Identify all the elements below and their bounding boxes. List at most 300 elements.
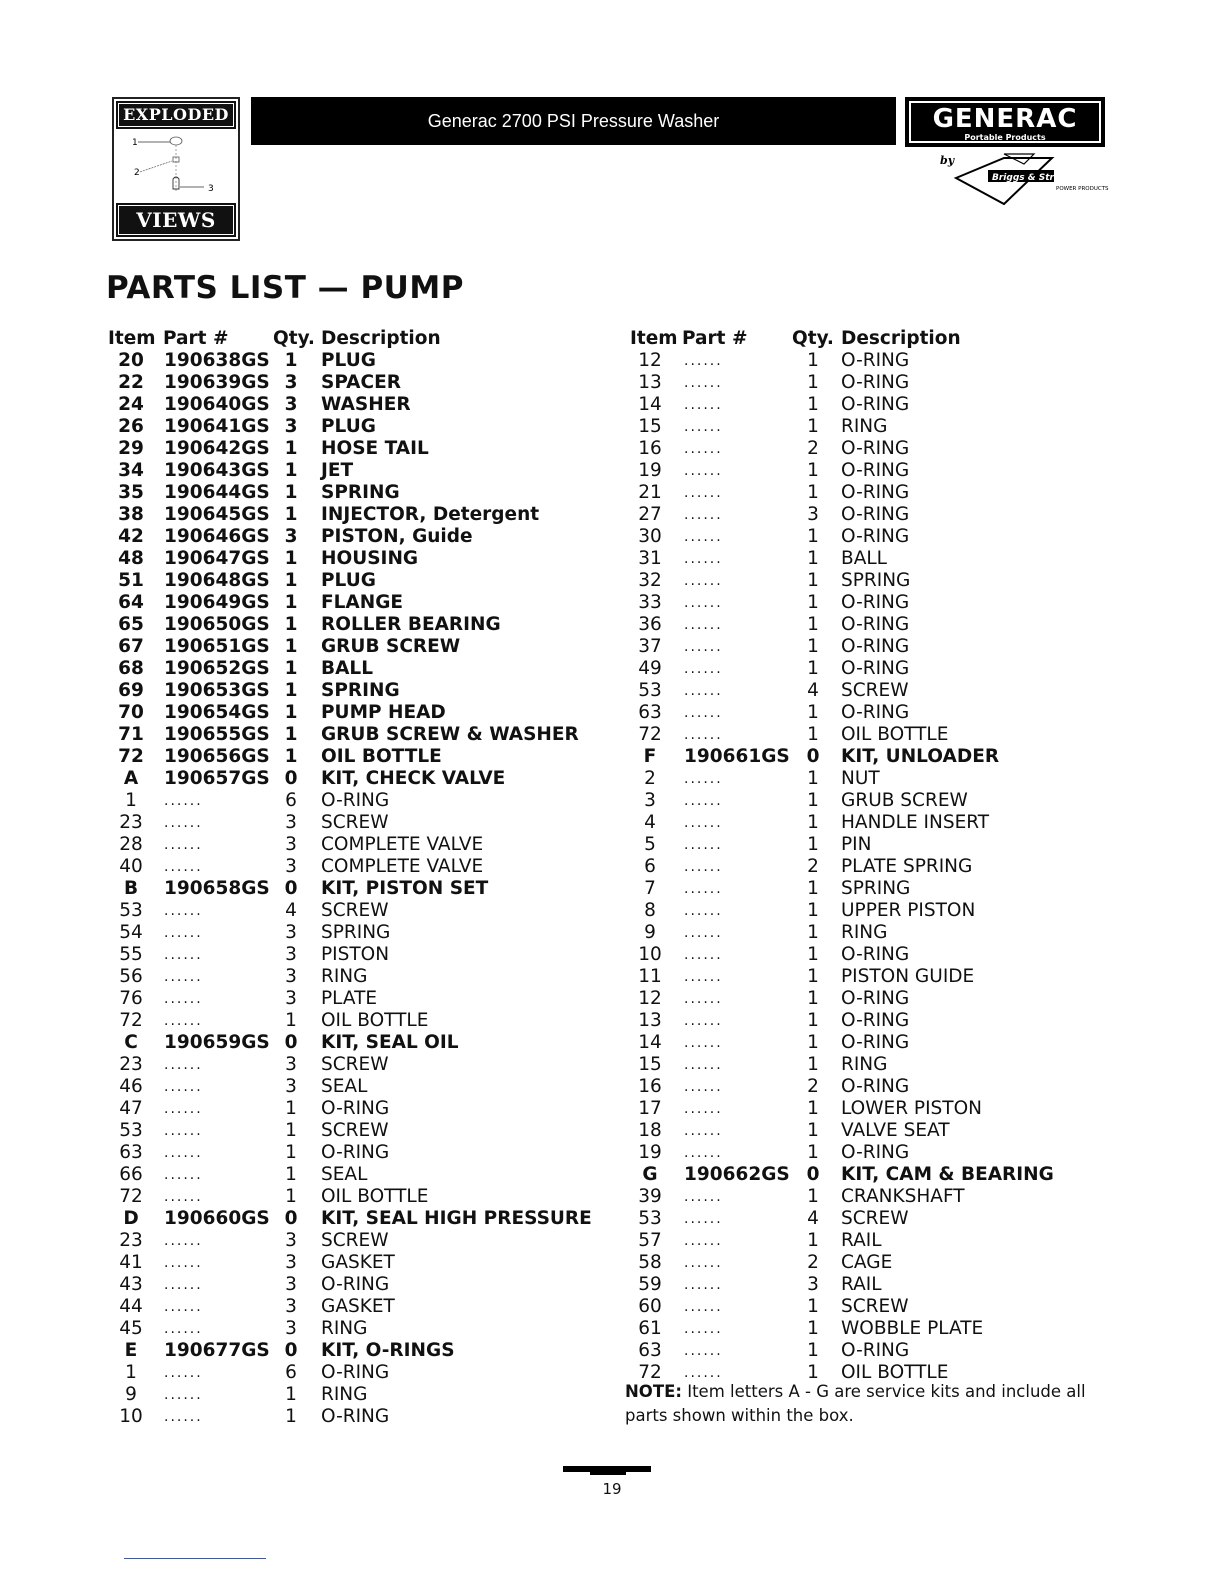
item-cell: 21: [638, 482, 662, 503]
item-cell: 13: [638, 1010, 662, 1031]
item-cell: 35: [118, 482, 144, 503]
part-cell: ......: [164, 1145, 203, 1161]
part-cell: ......: [684, 947, 723, 963]
qty-cell: 0: [284, 878, 298, 899]
qty-cell: 1: [807, 966, 819, 987]
description-cell: JET: [321, 460, 354, 481]
qty-cell: 1: [807, 1032, 819, 1053]
item-cell: 61: [638, 1318, 662, 1339]
item-cell: 38: [118, 504, 144, 525]
qty-cell: 1: [284, 592, 298, 613]
part-cell: ......: [164, 1167, 203, 1183]
qty-cell: 1: [284, 636, 298, 657]
brand2-subtitle: POWER PRODUCTS: [1056, 186, 1109, 192]
description-cell: NUT: [841, 768, 880, 789]
description-cell: O-RING: [321, 790, 390, 811]
description-cell: PISTON GUIDE: [841, 966, 975, 987]
qty-cell: 1: [807, 570, 819, 591]
description-cell: RING: [321, 1384, 368, 1405]
part-cell: ......: [684, 1211, 723, 1227]
item-cell: 63: [638, 702, 662, 723]
item-cell: 66: [119, 1164, 143, 1185]
part-cell: 190644GS: [164, 482, 270, 503]
description-cell: KIT, SEAL OIL: [321, 1032, 459, 1053]
qty-cell: 3: [284, 416, 298, 437]
qty-cell: 3: [284, 394, 298, 415]
part-cell: ......: [164, 837, 203, 853]
item-cell: 43: [119, 1274, 143, 1295]
description-cell: SEAL: [321, 1164, 368, 1185]
part-cell: 190641GS: [164, 416, 270, 437]
item-cell: 14: [638, 1032, 662, 1053]
description-cell: SCREW: [321, 1054, 389, 1075]
qty-cell: 3: [285, 812, 297, 833]
description-cell: SCREW: [321, 900, 389, 921]
item-cell: 51: [118, 570, 144, 591]
qty-cell: 1: [285, 1098, 297, 1119]
description-cell: PLUG: [321, 570, 376, 591]
item-cell: 23: [119, 1054, 143, 1075]
description-cell: HOSE TAIL: [321, 438, 429, 459]
part-cell: ......: [684, 1145, 723, 1161]
qty-cell: 1: [807, 1296, 819, 1317]
item-cell: 44: [119, 1296, 143, 1317]
description-cell: PISTON: [321, 944, 390, 965]
part-cell: ......: [684, 595, 723, 611]
exploded-views-logo: [112, 97, 240, 241]
part-cell: ......: [684, 441, 723, 457]
description-cell: PLUG: [321, 416, 376, 437]
item-cell: 56: [119, 966, 143, 987]
description-cell: O-RING: [321, 1406, 390, 1427]
description-cell: PISTON, Guide: [321, 526, 473, 547]
qty-cell: 4: [807, 680, 819, 701]
description-cell: RAIL: [841, 1274, 882, 1295]
description-cell: GRUB SCREW & WASHER: [321, 724, 579, 745]
qty-cell: 3: [285, 834, 297, 855]
description-cell: PIN: [841, 834, 872, 855]
brand-name: GENERAC: [932, 104, 1078, 134]
item-cell: 59: [638, 1274, 662, 1295]
description-cell: O-RING: [841, 1032, 910, 1053]
description-cell: SEAL: [321, 1076, 368, 1097]
qty-cell: 1: [285, 1186, 297, 1207]
qty-cell: 1: [285, 1142, 297, 1163]
item-cell: 48: [118, 548, 144, 569]
qty-cell: 1: [285, 1010, 297, 1031]
part-cell: 190639GS: [164, 372, 270, 393]
part-cell: ......: [684, 859, 723, 875]
briggs-stratton-logo: [940, 150, 1109, 208]
item-cell: 57: [638, 1230, 662, 1251]
description-cell: O-RING: [321, 1362, 390, 1383]
part-cell: ......: [684, 1277, 723, 1293]
part-cell: ......: [164, 1409, 203, 1425]
part-cell: ......: [164, 947, 203, 963]
qty-cell: 3: [807, 1274, 819, 1295]
header-qty: Qty.: [273, 328, 315, 349]
part-cell: ......: [684, 397, 723, 413]
qty-cell: 3: [285, 1296, 297, 1317]
qty-cell: 3: [285, 856, 297, 877]
item-cell: 72: [119, 1010, 143, 1031]
qty-cell: 1: [807, 944, 819, 965]
qty-cell: 3: [285, 1230, 297, 1251]
header-item: Item: [630, 328, 678, 349]
description-cell: KIT, SEAL HIGH PRESSURE: [321, 1208, 592, 1229]
description-cell: KIT, CAM & BEARING: [841, 1164, 1054, 1185]
description-cell: CRANKSHAFT: [841, 1186, 965, 1207]
qty-cell: 6: [285, 790, 297, 811]
item-cell: 16: [638, 1076, 662, 1097]
item-cell: G: [642, 1164, 658, 1185]
note-label: NOTE:: [625, 1382, 682, 1401]
item-cell: E: [124, 1340, 138, 1361]
part-cell: 190655GS: [164, 724, 270, 745]
part-cell: ......: [164, 1123, 203, 1139]
description-cell: SPACER: [321, 372, 401, 393]
description-cell: SPRING: [841, 570, 911, 591]
description-cell: LOWER PISTON: [841, 1098, 982, 1119]
item-cell: 54: [119, 922, 143, 943]
description-cell: GRUB SCREW: [841, 790, 968, 811]
description-cell: OIL BOTTLE: [321, 1186, 429, 1207]
qty-cell: 1: [807, 372, 819, 393]
description-cell: SPRING: [321, 922, 391, 943]
description-cell: OIL BOTTLE: [841, 1362, 949, 1383]
part-cell: 190658GS: [164, 878, 270, 899]
footer-rule: [124, 1558, 266, 1559]
description-cell: BALL: [841, 548, 887, 569]
description-cell: HANDLE INSERT: [841, 812, 990, 833]
item-cell: 9: [644, 922, 656, 943]
qty-cell: 1: [807, 1362, 819, 1383]
qty-cell: 3: [285, 1054, 297, 1075]
part-cell: 190653GS: [164, 680, 270, 701]
item-cell: 60: [638, 1296, 662, 1317]
qty-cell: 1: [284, 504, 298, 525]
part-cell: ......: [684, 375, 723, 391]
part-cell: 190657GS: [164, 768, 270, 789]
item-cell: 72: [638, 724, 662, 745]
part-cell: 190647GS: [164, 548, 270, 569]
item-cell: 37: [638, 636, 662, 657]
item-cell: 1: [125, 1362, 137, 1383]
part-cell: ......: [684, 1365, 723, 1381]
item-cell: 42: [118, 526, 144, 547]
qty-cell: 1: [284, 548, 298, 569]
qty-cell: 1: [807, 592, 819, 613]
qty-cell: 3: [285, 1274, 297, 1295]
description-cell: O-RING: [841, 944, 910, 965]
qty-cell: 3: [284, 372, 298, 393]
item-cell: 34: [118, 460, 144, 481]
description-cell: HOUSING: [321, 548, 419, 569]
qty-cell: 1: [285, 1384, 297, 1405]
item-cell: 63: [638, 1340, 662, 1361]
part-cell: ......: [684, 617, 723, 633]
qty-cell: 2: [807, 1252, 819, 1273]
description-cell: RING: [841, 922, 888, 943]
description-cell: O-RING: [841, 1142, 910, 1163]
description-cell: GASKET: [321, 1252, 395, 1273]
part-cell: 190660GS: [164, 1208, 270, 1229]
item-cell: 13: [638, 372, 662, 393]
qty-cell: 1: [807, 922, 819, 943]
description-cell: RAIL: [841, 1230, 882, 1251]
description-cell: SCREW: [321, 812, 389, 833]
description-cell: O-RING: [841, 504, 910, 525]
part-cell: ......: [684, 815, 723, 831]
qty-cell: 1: [807, 636, 819, 657]
item-cell: 24: [118, 394, 144, 415]
description-cell: RING: [321, 1318, 368, 1339]
header-part: Part #: [682, 328, 748, 349]
item-cell: B: [123, 878, 139, 899]
part-cell: ......: [684, 727, 723, 743]
item-cell: A: [123, 768, 139, 789]
header-item: Item: [108, 328, 156, 349]
item-cell: 55: [119, 944, 143, 965]
item-cell: 8: [644, 900, 656, 921]
part-cell: ......: [164, 969, 203, 985]
qty-cell: 1: [285, 1120, 297, 1141]
description-cell: O-RING: [841, 460, 910, 481]
qty-cell: 1: [285, 1164, 297, 1185]
description-cell: VALVE SEAT: [841, 1120, 950, 1141]
qty-cell: 3: [285, 1318, 297, 1339]
description-cell: INJECTOR, Detergent: [321, 504, 540, 525]
qty-cell: 1: [284, 614, 298, 635]
qty-cell: 1: [807, 460, 819, 481]
item-cell: 53: [638, 680, 662, 701]
part-cell: 190643GS: [164, 460, 270, 481]
qty-cell: 0: [284, 768, 298, 789]
logo-label-1: 1: [132, 138, 138, 148]
description-cell: RING: [841, 416, 888, 437]
qty-cell: 2: [807, 856, 819, 877]
part-cell: ......: [684, 353, 723, 369]
part-cell: ......: [684, 1321, 723, 1337]
part-cell: ......: [684, 881, 723, 897]
item-cell: 14: [638, 394, 662, 415]
item-cell: 7: [644, 878, 656, 899]
description-cell: PLATE: [321, 988, 378, 1009]
part-cell: ......: [164, 903, 203, 919]
item-cell: 9: [125, 1384, 137, 1405]
qty-cell: 1: [807, 724, 819, 745]
part-cell: ......: [684, 463, 723, 479]
description-cell: KIT, PISTON SET: [321, 878, 489, 899]
description-cell: WOBBLE PLATE: [841, 1318, 984, 1339]
header-part: Part #: [163, 328, 229, 349]
note: [625, 1380, 1105, 1428]
qty-cell: 1: [807, 1186, 819, 1207]
item-cell: 6: [644, 856, 656, 877]
part-cell: ......: [684, 1233, 723, 1249]
page-number: 19: [602, 1480, 622, 1498]
item-cell: 53: [119, 1120, 143, 1141]
part-cell: 190640GS: [164, 394, 270, 415]
item-cell: 67: [118, 636, 144, 657]
item-cell: 12: [638, 988, 662, 1009]
qty-cell: 1: [284, 570, 298, 591]
description-cell: O-RING: [841, 1340, 910, 1361]
part-cell: ......: [684, 507, 723, 523]
description-cell: SCREW: [841, 680, 909, 701]
qty-cell: 1: [284, 438, 298, 459]
item-cell: 53: [119, 900, 143, 921]
item-cell: 76: [119, 988, 143, 1009]
description-cell: O-RING: [841, 658, 910, 679]
part-cell: 190656GS: [164, 746, 270, 767]
qty-cell: 1: [807, 350, 819, 371]
qty-cell: 4: [285, 900, 297, 921]
description-cell: SCREW: [321, 1120, 389, 1141]
part-cell: ......: [164, 1365, 203, 1381]
qty-cell: 1: [284, 350, 298, 371]
description-cell: ROLLER BEARING: [321, 614, 501, 635]
item-cell: 19: [638, 460, 662, 481]
part-cell: ......: [164, 925, 203, 941]
part-cell: ......: [164, 1387, 203, 1403]
qty-cell: 3: [285, 922, 297, 943]
part-cell: ......: [684, 1189, 723, 1205]
item-cell: 31: [638, 548, 662, 569]
item-cell: 30: [638, 526, 662, 547]
description-cell: O-RING: [841, 614, 910, 635]
qty-cell: 6: [285, 1362, 297, 1383]
description-cell: O-RING: [841, 702, 910, 723]
part-cell: 190659GS: [164, 1032, 270, 1053]
part-cell: ......: [684, 1255, 723, 1271]
description-cell: O-RING: [321, 1274, 390, 1295]
part-cell: ......: [164, 793, 203, 809]
part-cell: ......: [684, 903, 723, 919]
description-cell: O-RING: [841, 592, 910, 613]
item-cell: 4: [644, 812, 656, 833]
part-cell: ......: [164, 1233, 203, 1249]
part-cell: 190638GS: [164, 350, 270, 371]
item-cell: 39: [638, 1186, 662, 1207]
item-cell: 72: [119, 1186, 143, 1207]
qty-cell: 1: [807, 878, 819, 899]
header-description: Description: [841, 328, 961, 349]
qty-cell: 1: [807, 812, 819, 833]
description-cell: COMPLETE VALVE: [321, 834, 484, 855]
by-label: by: [940, 154, 955, 167]
item-cell: 26: [118, 416, 144, 437]
qty-cell: 1: [807, 900, 819, 921]
item-cell: 33: [638, 592, 662, 613]
qty-cell: 1: [807, 1010, 819, 1031]
item-cell: 22: [118, 372, 144, 393]
qty-cell: 0: [284, 1032, 298, 1053]
description-cell: O-RING: [841, 636, 910, 657]
item-cell: 23: [119, 1230, 143, 1251]
description-cell: SCREW: [841, 1208, 909, 1229]
part-cell: 190652GS: [164, 658, 270, 679]
qty-cell: 1: [284, 460, 298, 481]
part-cell: 190661GS: [684, 746, 790, 767]
part-cell: ......: [164, 1013, 203, 1029]
description-cell: RING: [321, 966, 368, 987]
qty-cell: 1: [807, 526, 819, 547]
item-cell: D: [123, 1208, 139, 1229]
item-cell: 23: [119, 812, 143, 833]
part-cell: ......: [684, 1123, 723, 1139]
item-cell: 69: [118, 680, 144, 701]
part-cell: 190648GS: [164, 570, 270, 591]
item-cell: 70: [118, 702, 144, 723]
part-cell: ......: [684, 683, 723, 699]
part-cell: ......: [684, 793, 723, 809]
part-cell: ......: [164, 815, 203, 831]
item-cell: 53: [638, 1208, 662, 1229]
description-cell: CAGE: [841, 1252, 893, 1273]
qty-cell: 3: [807, 504, 819, 525]
generac-logo: [905, 97, 1105, 147]
qty-cell: 1: [807, 614, 819, 635]
description-cell: PLATE SPRING: [841, 856, 973, 877]
description-cell: O-RING: [841, 1010, 910, 1031]
document-title-bar: Generac 2700 PSI Pressure Washer: [251, 97, 896, 145]
description-cell: O-RING: [841, 438, 910, 459]
logo-top-text: EXPLODED: [118, 103, 234, 127]
qty-cell: 0: [806, 746, 820, 767]
item-cell: 20: [118, 350, 144, 371]
exploded-diagram-icon: [124, 129, 228, 199]
item-cell: 45: [119, 1318, 143, 1339]
item-cell: 71: [118, 724, 144, 745]
qty-cell: 2: [807, 438, 819, 459]
part-cell: ......: [684, 573, 723, 589]
qty-cell: 1: [807, 1120, 819, 1141]
part-cell: 190646GS: [164, 526, 270, 547]
item-cell: 46: [119, 1076, 143, 1097]
item-cell: 16: [638, 438, 662, 459]
item-cell: 68: [118, 658, 144, 679]
qty-cell: 0: [284, 1208, 298, 1229]
part-cell: ......: [684, 419, 723, 435]
description-cell: OIL BOTTLE: [841, 724, 949, 745]
item-cell: 3: [644, 790, 656, 811]
description-cell: O-RING: [841, 482, 910, 503]
part-cell: ......: [164, 1057, 203, 1073]
qty-cell: 1: [807, 416, 819, 437]
qty-cell: 2: [807, 1076, 819, 1097]
qty-cell: 3: [285, 966, 297, 987]
item-cell: 65: [118, 614, 144, 635]
description-cell: O-RING: [841, 988, 910, 1009]
description-cell: COMPLETE VALVE: [321, 856, 484, 877]
qty-cell: 1: [807, 394, 819, 415]
item-cell: 17: [638, 1098, 662, 1119]
header-qty: Qty.: [792, 328, 834, 349]
part-cell: ......: [684, 1035, 723, 1051]
description-cell: SPRING: [321, 680, 400, 701]
description-cell: O-RING: [321, 1142, 390, 1163]
part-cell: 190645GS: [164, 504, 270, 525]
qty-cell: 3: [284, 526, 298, 547]
description-cell: SPRING: [321, 482, 400, 503]
item-cell: 63: [119, 1142, 143, 1163]
part-cell: ......: [164, 1079, 203, 1095]
description-cell: O-RING: [841, 394, 910, 415]
part-cell: ......: [684, 771, 723, 787]
qty-cell: 3: [285, 1076, 297, 1097]
item-cell: 47: [119, 1098, 143, 1119]
